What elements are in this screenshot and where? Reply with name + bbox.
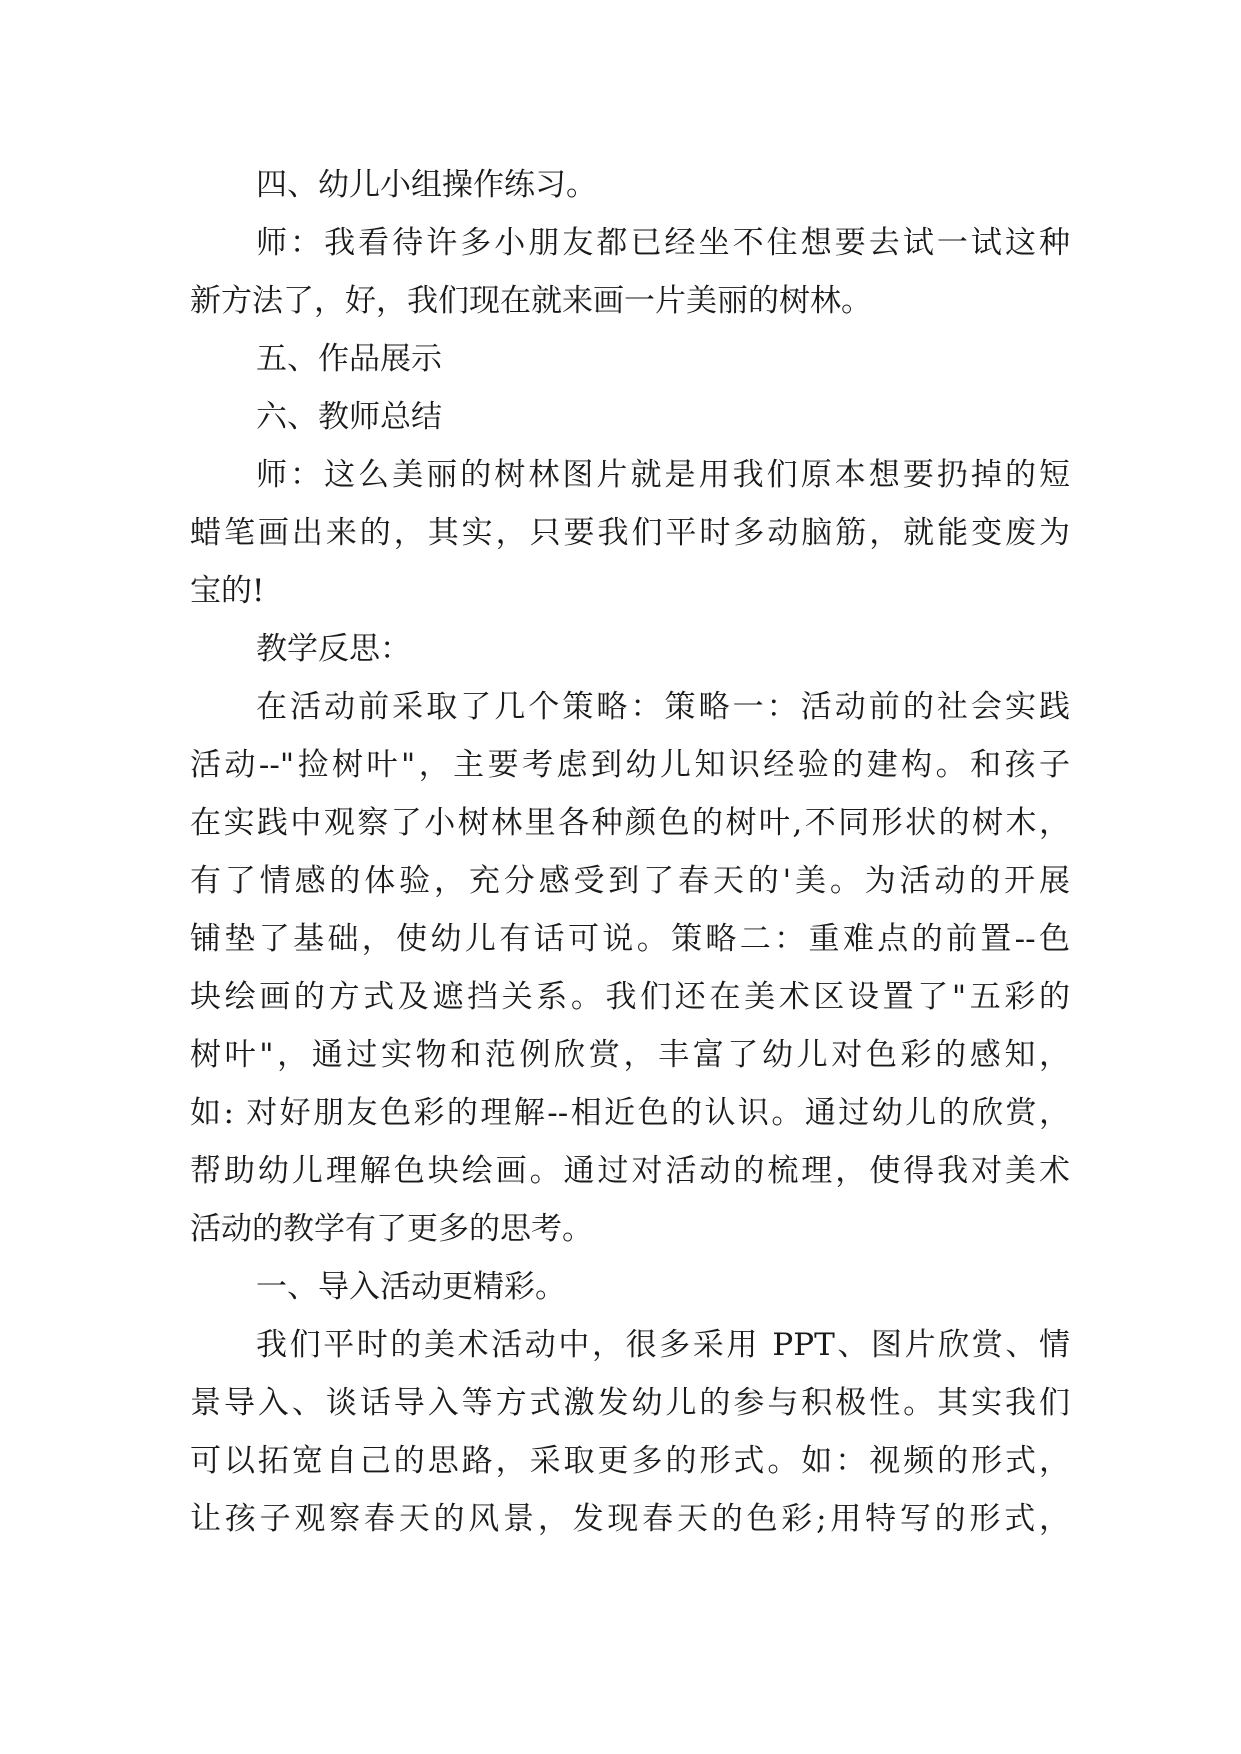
text-line: 帮助幼儿理解色块绘画。通过对活动的梳理，使得我对美术 bbox=[190, 1153, 1070, 1189]
text-line: 宝的! bbox=[190, 573, 265, 609]
text-line: 在实践中观察了小树林里各种颜色的树叶,不同形状的树木， bbox=[190, 805, 1070, 841]
text-line: 活动--"捡树叶"，主要考虑到幼儿知识经验的建构。和孩子 bbox=[190, 747, 1070, 783]
text-line: 铺垫了基础，使幼儿有话可说。策略二：重难点的前置--色 bbox=[190, 921, 1070, 957]
text-line: 五、作品展示 bbox=[256, 341, 442, 377]
text-line: 有了情感的体验，充分感受到了春天的'美。为活动的开展 bbox=[190, 863, 1070, 899]
text-line: 可以拓宽自己的思路，采取更多的形式。如：视频的形式， bbox=[190, 1443, 1070, 1479]
text-line: 景导入、谈话导入等方式激发幼儿的参与积极性。其实我们 bbox=[190, 1385, 1070, 1421]
text-line: 师：我看待许多小朋友都已经坐不住想要去试一试这种 bbox=[256, 225, 1070, 261]
text-line: 师：这么美丽的树林图片就是用我们原本想要扔掉的短 bbox=[256, 457, 1070, 493]
text-line: 六、教师总结 bbox=[256, 399, 442, 435]
text-line: 我们平时的美术活动中，很多采用 PPT、图片欣赏、情 bbox=[256, 1327, 1070, 1363]
text-line: 让孩子观察春天的风景，发现春天的色彩;用特写的形式， bbox=[190, 1501, 1070, 1537]
text-line: 新方法了，好，我们现在就来画一片美丽的树林。 bbox=[190, 283, 872, 319]
text-line: 如: 对好朋友色彩的理解--相近色的认识。通过幼儿的欣赏， bbox=[190, 1095, 1070, 1131]
text-line: 块绘画的方式及遮挡关系。我们还在美术区设置了"五彩的 bbox=[190, 979, 1070, 1015]
text-line: 一、导入活动更精彩。 bbox=[256, 1269, 566, 1305]
text-line: 树叶"，通过实物和范例欣赏，丰富了幼儿对色彩的感知， bbox=[190, 1037, 1070, 1073]
text-line: 教学反思： bbox=[256, 631, 411, 667]
text-line: 四、幼儿小组操作练习。 bbox=[256, 167, 597, 203]
text-line: 蜡笔画出来的，其实，只要我们平时多动脑筋，就能变废为 bbox=[190, 515, 1070, 551]
text-line: 在活动前采取了几个策略：策略一：活动前的社会实践 bbox=[256, 689, 1070, 725]
text-line: 活动的教学有了更多的思考。 bbox=[190, 1211, 593, 1247]
